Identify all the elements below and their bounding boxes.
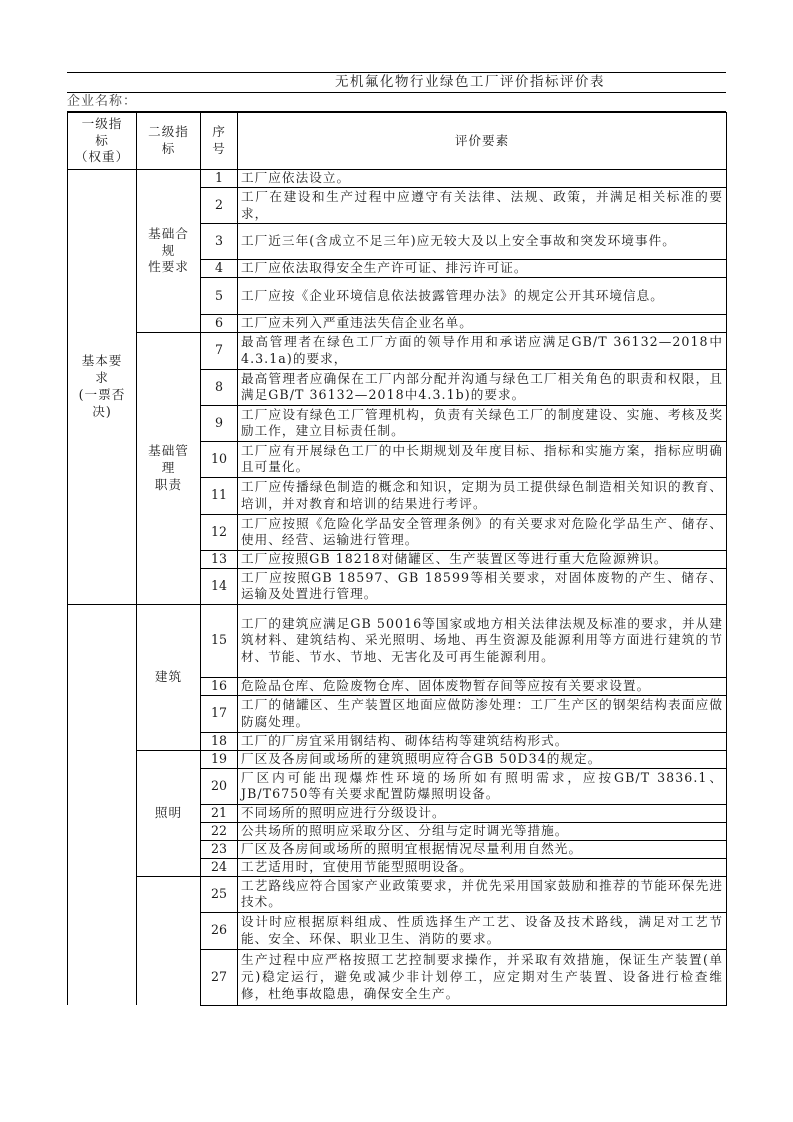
evaluation-element-text: 工厂的建筑应满足GB 50016等国家或地方相关法律法规及标准的要求，并从建筑材料、建筑结构、采光照明、场地、再生资源及能源利用等方面进行建筑的节材、节能、节水、节地、无害化及可再生能源利用。 — [238, 604, 727, 677]
level2-indicator-line: 性要求 — [148, 259, 189, 275]
header-seq-line: 序 — [212, 124, 226, 140]
company-name-label: 企业名称： — [67, 93, 726, 112]
seq-number: 4 — [201, 260, 238, 278]
evaluation-table — [67, 112, 727, 1006]
level1-indicator-line: 基本要 — [81, 353, 123, 369]
evaluation-element-text: 工厂应设有绿色工厂管理机构，负责有关绿色工厂的制度建设、实施、考核及奖励工作，建立目标责任制。 — [238, 405, 727, 441]
evaluation-element-text: 工厂的储罐区、生产装置区地面应做防渗处理：工厂生产区的钢架结构表面应做防腐处理。 — [238, 695, 727, 732]
evaluation-element-text: 工厂应依法取得安全生产许可证、排污许可证。 — [238, 260, 727, 278]
table-row — [68, 332, 727, 369]
evaluation-element-text: 工厂应按照GB 18218对储罐区、生产装置区等进行重大危险源辨识。 — [238, 550, 727, 568]
evaluation-element-text: 公共场所的照明应采取分区、分组与定时调光等措施。 — [238, 822, 727, 840]
table-row — [68, 170, 727, 188]
evaluation-element-text: 工艺路线应符合国家产业政策要求，并优先采用国家鼓励和推荐的节能环保先进技术。 — [238, 876, 727, 912]
evaluation-element-text: 工厂的厂房宜采用钢结构、砌体结构等建筑结构形式。 — [238, 732, 727, 750]
level1-indicator-cell — [68, 604, 137, 1005]
level2-indicator-cell — [137, 170, 201, 333]
document-title: 无机氟化物行业绿色工厂评价指标评价表 — [67, 72, 726, 93]
header-level1-line: 标 — [95, 132, 109, 148]
header-level2-line: 标 — [161, 141, 176, 156]
seq-number: 5 — [201, 278, 238, 315]
level1-indicator-line: 决) — [92, 403, 112, 419]
evaluation-element-text: 最高管理者应确保在工厂内部分配并沟通与绿色工厂相关角色的职责和权限，且满足GB/T 36132—2018中4.3.1b)的要求。 — [238, 369, 727, 405]
evaluation-element-text: 厂区及各房间或场所的建筑照明应符合GB 50D34的规定。 — [238, 750, 727, 768]
evaluation-element-text: 工艺适用时，宜使用节能型照明设备。 — [238, 858, 727, 876]
evaluation-element-text: 工厂近三年(含成立不足三年)应无较大及以上安全事故和突发环境事件。 — [238, 224, 727, 260]
seq-number: 26 — [201, 912, 238, 949]
seq-number: 19 — [201, 750, 238, 768]
seq-number: 9 — [201, 405, 238, 441]
level2-indicator-line: 基础管 — [148, 443, 189, 459]
table-row — [68, 876, 727, 912]
evaluation-element-text: 工厂应按《企业环境信息依法披露管理办法》的规定公开其环境信息。 — [238, 278, 727, 315]
header-seq — [201, 113, 238, 170]
evaluation-element-text: 工厂应按照GB 18597、GB 18599等相关要求，对固体废物的产生、储存、运输及处置进行管理。 — [238, 568, 727, 604]
evaluation-element-text: 生产过程中应严格按照工艺控制要求操作，并采取有效措施，保证生产装置(单元)稳定运行，避免或减少非计划停工，应定期对生产装置、设备进行检查维修，杜绝事故隐患，确保安全生产。 — [238, 949, 727, 1005]
seq-number: 23 — [201, 840, 238, 858]
header-level1-line: 一级指 — [81, 115, 123, 131]
seq-number: 11 — [201, 477, 238, 514]
seq-number: 2 — [201, 188, 238, 224]
level2-indicator-line: 照明 — [154, 804, 183, 820]
level2-indicator-line: 职责 — [154, 476, 183, 492]
seq-number: 6 — [201, 315, 238, 333]
header-elements: 评价要素 — [238, 113, 727, 170]
level2-indicator-cell — [137, 876, 201, 1005]
level1-indicator-line: 求 — [95, 370, 109, 386]
evaluation-element-text: 危险品仓库、危险废物仓库、固体废物暂存间等应按有关要求设置。 — [238, 677, 727, 695]
seq-number: 8 — [201, 369, 238, 405]
seq-number: 25 — [201, 876, 238, 912]
evaluation-element-text: 工厂在建设和生产过程中应遵守有关法律、法规、政策，并满足相关标准的要求， — [238, 188, 727, 224]
header-level1-line: （权重） — [74, 149, 130, 165]
evaluation-element-text: 工厂应传播绿色制造的概念和知识，定期为员工提供绿色制造相关知识的教育、培训，并对教育和培训的结果进行考评。 — [238, 477, 727, 514]
evaluation-sheet — [67, 72, 726, 1006]
evaluation-element-text: 工厂应有开展绿色工厂的中长期规划及年度目标、指标和实施方案，指标应明确且可量化。 — [238, 441, 727, 477]
table-row — [68, 750, 727, 768]
level2-indicator-cell — [137, 750, 201, 876]
level1-indicator-cell — [68, 170, 137, 605]
seq-number: 15 — [201, 604, 238, 677]
seq-number: 20 — [201, 768, 238, 804]
seq-number: 14 — [201, 568, 238, 604]
level2-indicator-line: 理 — [161, 459, 176, 475]
seq-number: 3 — [201, 224, 238, 260]
evaluation-element-text: 厂区及各房间或场所的照明宜根据情况尽量利用自然光。 — [238, 840, 727, 858]
evaluation-element-text: 不同场所的照明应进行分级设计。 — [238, 804, 727, 822]
evaluation-element-text: 工厂应未列入严重违法失信企业名单。 — [238, 315, 727, 333]
seq-number: 1 — [201, 170, 238, 188]
table-row — [68, 604, 727, 677]
seq-number: 18 — [201, 732, 238, 750]
evaluation-element-text: 工厂应依法设立。 — [238, 170, 727, 188]
level2-indicator-cell — [137, 604, 201, 750]
level1-indicator-line: (一票否 — [78, 386, 126, 402]
evaluation-element-text: 厂区内可能出现爆炸性环境的场所如有照明需求，应按GB/T 3836.1、JB/T6750等有关要求配置防爆照明设备。 — [238, 768, 727, 804]
seq-number: 13 — [201, 550, 238, 568]
seq-number: 16 — [201, 677, 238, 695]
evaluation-element-text: 最高管理者在绿色工厂方面的领导作用和承诺应满足GB/T 36132—2018中4.3.1a)的要求， — [238, 332, 727, 369]
seq-number: 27 — [201, 949, 238, 1005]
level2-indicator-line: 基础合 — [148, 225, 189, 241]
header-row — [68, 113, 727, 170]
evaluation-element-text: 设计时应根据原料组成、性质选择生产工艺、设备及技术路线，满足对工艺节能、安全、环保、职业卫生、消防的要求。 — [238, 912, 727, 949]
header-level1 — [68, 113, 137, 170]
level2-indicator-cell — [137, 332, 201, 604]
seq-number: 24 — [201, 858, 238, 876]
header-level2 — [137, 113, 201, 170]
seq-number: 12 — [201, 514, 238, 550]
level2-indicator-line: 规 — [161, 242, 176, 258]
level2-indicator-line: 建筑 — [154, 668, 183, 684]
seq-number: 10 — [201, 441, 238, 477]
seq-number: 7 — [201, 332, 238, 369]
seq-number: 21 — [201, 804, 238, 822]
header-level2-line: 二级指 — [148, 124, 189, 140]
evaluation-element-text: 工厂应按照《危险化学品安全管理条例》的有关要求对危险化学品生产、储存、使用、经营、运输进行管理。 — [238, 514, 727, 550]
seq-number: 22 — [201, 822, 238, 840]
seq-number: 17 — [201, 695, 238, 732]
header-seq-line: 号 — [212, 141, 226, 156]
